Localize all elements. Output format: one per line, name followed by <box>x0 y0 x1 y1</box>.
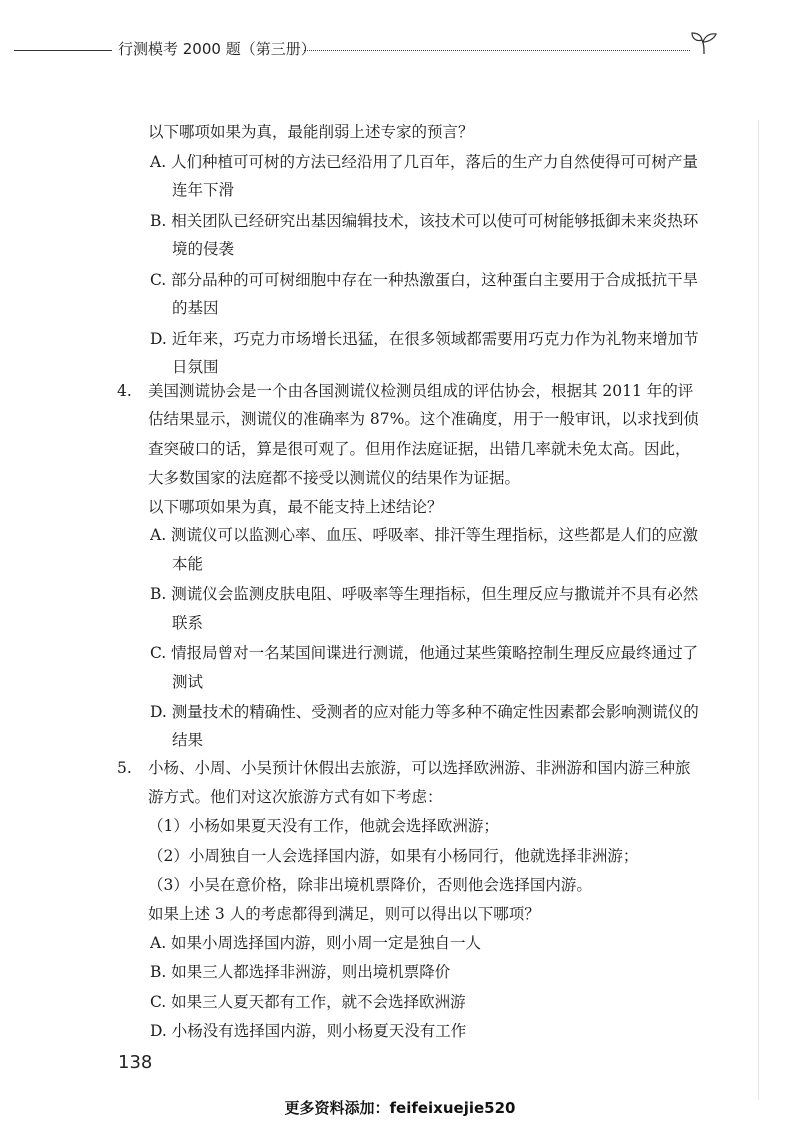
option-continuation-line: 境的侵袭 <box>172 240 235 258</box>
question-stem-line: （1）小杨如果夏天没有工作，他就会选择欧洲游； <box>148 817 499 835</box>
question-stem-line: 如果上述 3 人的考虑都得到满足，则可以得出以下哪项？ <box>148 905 540 923</box>
option-line: B. 相关团队已经研究出基因编辑技术，该技术可以使可可树能够抵御未来炎热环 <box>150 212 699 230</box>
page-number: 138 <box>118 1052 153 1073</box>
option-line: B. 测谎仪会监测皮肤电阻、呼吸率等生理指标，但生理反应与撒谎并不具有必然 <box>150 585 699 603</box>
scan-edge-line <box>758 120 759 1100</box>
sprout-icon <box>690 30 718 56</box>
option-line: C. 部分品种的可可树细胞中存在一种热激蛋白，这种蛋白主要用于合成抵抗干旱 <box>150 271 699 289</box>
header-title: 行测模考 2000 题（第三册） <box>118 40 316 58</box>
header-rule-left <box>14 50 112 51</box>
option-continuation-line: 联系 <box>172 614 204 632</box>
question-stem-line: 游方式。他们对这次旅游方式有如下考虑： <box>148 788 443 806</box>
question-stem-line: 大多数国家的法庭都不接受以测谎仪的结果作为证据。 <box>148 469 521 487</box>
option-continuation-line: 测试 <box>172 673 204 691</box>
running-header <box>0 36 800 66</box>
option-line: D. 近年来，巧克力市场增长迅猛，在很多领域都需要用巧克力作为礼物来增加节 <box>150 330 699 348</box>
option-line: B. 如果三人都选择非洲游，则出境机票降价 <box>150 963 451 981</box>
option-line: C. 如果三人夏天都有工作，就不会选择欧洲游 <box>150 993 466 1011</box>
option-continuation-line: 的基因 <box>172 299 219 317</box>
option-continuation-line: 结果 <box>172 731 204 749</box>
option-continuation-line: 连年下滑 <box>172 181 235 199</box>
option-line: D. 小杨没有选择国内游，则小杨夏天没有工作 <box>150 1022 467 1040</box>
header-rule-right <box>304 50 690 51</box>
footer-note: 更多资料添加：feifeixuejie520 <box>284 1099 516 1117</box>
option-line: D. 测量技术的精确性、受测者的应对能力等多种不确定性因素都会影响测谎仪的 <box>150 703 699 721</box>
question-stem-line: 查突破口的话，算是很可观了。但用作法庭证据，出错几率就未免太高。因此， <box>148 440 691 458</box>
option-line: A. 人们种植可可树的方法已经沿用了几百年，落后的生产力自然使得可可树产量 <box>150 153 699 171</box>
question-stem-line: （2）小周独自一人会选择国内游，如果有小杨同行，他就选择非洲游； <box>148 847 639 865</box>
option-line: A. 如果小周选择国内游，则小周一定是独自一人 <box>150 934 482 952</box>
question-stem-line: 估结果显示，测谎仪的准确率为 87%。这个准确度，用于一般审讯，以求找到侦 <box>148 410 699 428</box>
question-stem-line: 小杨、小周、小吴预计休假出去旅游，可以选择欧洲游、非洲游和国内游三种旅 <box>148 759 691 777</box>
question-number: 5. <box>117 759 132 777</box>
question-stem-line: 以下哪项如果为真，最能削弱上述专家的预言？ <box>148 123 474 141</box>
option-continuation-line: 日氛围 <box>172 358 219 376</box>
option-line: C. 情报局曾对一名某国间谍进行测谎，他通过某些策略控制生理反应最终通过了 <box>150 644 699 662</box>
option-line: A. 测谎仪可以监测心率、血压、呼吸率、排汗等生理指标，这些都是人们的应激 <box>150 526 699 544</box>
question-stem-line: 美国测谎协会是一个由各国测谎仪检测员组成的评估协会，根据其 2011 年的评 <box>148 382 694 400</box>
question-number: 4. <box>117 382 132 400</box>
option-continuation-line: 本能 <box>172 555 204 573</box>
question-stem-line: 以下哪项如果为真，最不能支持上述结论？ <box>148 498 443 516</box>
question-stem-line: （3）小吴在意价格，除非出境机票降价，否则他会选择国内游。 <box>148 876 592 894</box>
